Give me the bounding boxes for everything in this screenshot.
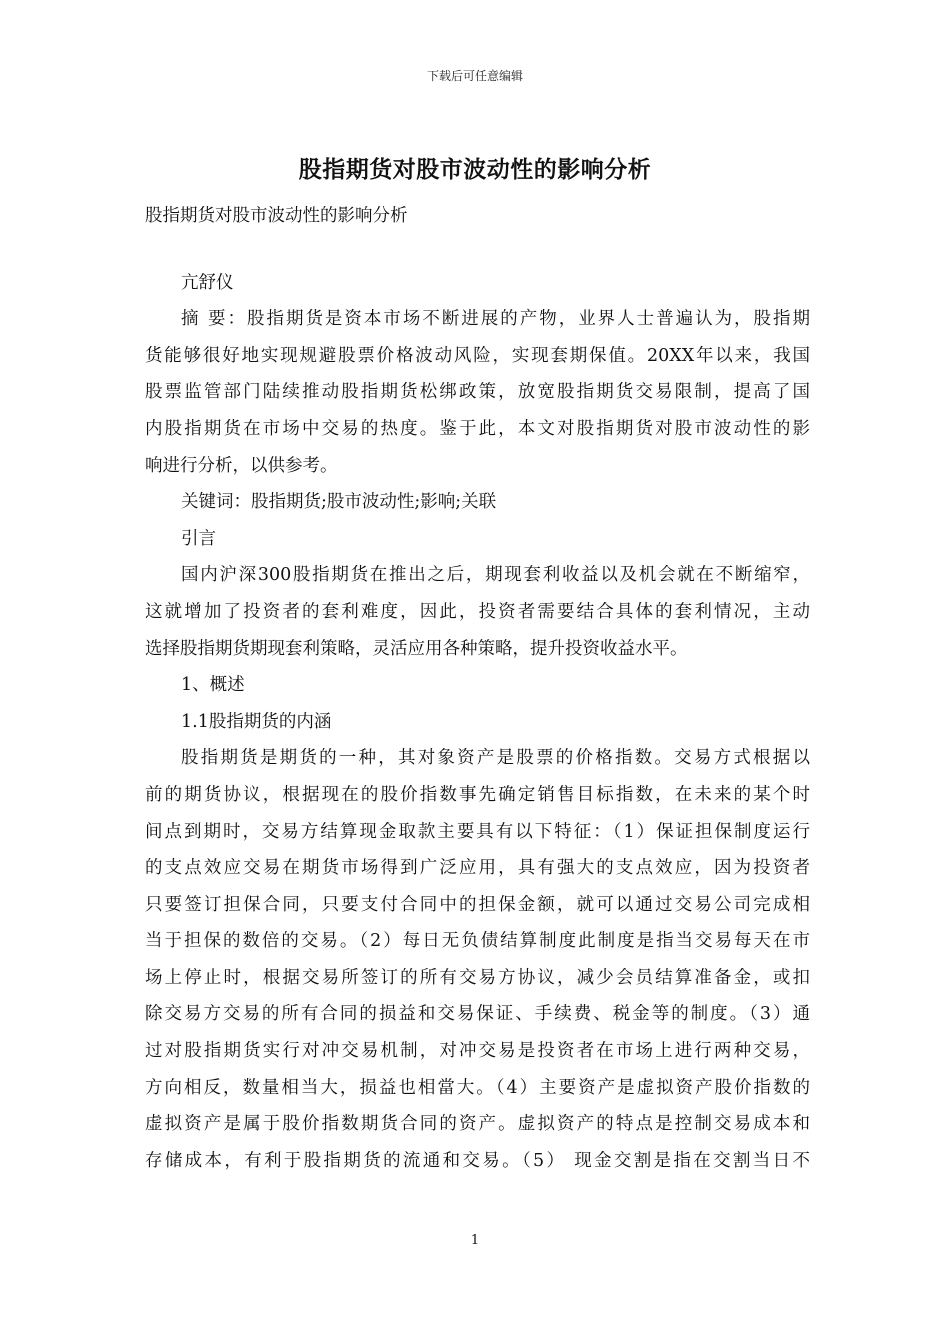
paragraph-line: 国内沪深300股指期货在推出之后，期现套利收益以及机会就在不断缩窄，	[181, 565, 810, 586]
author-name: 亢舒仪	[181, 272, 234, 293]
keywords-line: 关键词：股指期货;股市波动性;影响;关联	[181, 492, 497, 513]
paragraph-line: 这就增加了投资者的套利难度，因此，投资者需要结合具体的套利情况，主动	[145, 601, 810, 622]
paragraph-line: 方向相反，数量相当大，损益也相當大。（4）主要资产是虚拟资产股价指数的	[145, 1077, 810, 1098]
abstract-line: 货能够很好地实现规避股票价格波动风险，实现套期保值。20XX年以来，我国	[145, 345, 810, 366]
subsection-heading: 1.1股指期货的内涵	[181, 711, 332, 732]
paragraph-line: 场上停止时，根据交易所签订的所有交易方协议，减少会员结算准备金，或扣	[145, 967, 810, 988]
paragraph-line: 前的期货协议，根据现在的股价指数事先确定销售目标指数，在未来的某个时	[145, 784, 810, 805]
paragraph-line: 的支点效应交易在期货市场得到广泛应用，具有强大的支点效应，因为投资者	[145, 858, 810, 879]
document-title: 股指期货对股市波动性的影响分析	[298, 156, 652, 183]
paragraph-line: 只要签订担保合同，只要支付合同中的担保金额，就可以通过交易公司完成相	[145, 894, 810, 915]
paragraph-line: 除交易方交易的所有合同的损益和交易保证、手续费、税金等的制度。（3）通	[145, 1004, 810, 1025]
section-heading-intro: 引言	[181, 528, 216, 549]
abstract-line: 股票监管部门陆续推动股指期货松绑政策，放宽股指期货交易限制，提高了国	[145, 382, 810, 403]
paragraph-line: 选择股指期货期现套利策略，灵活应用各种策略，提升投资收益水平。	[145, 638, 688, 659]
paragraph-line: 虚拟资产是属于股价指数期货合同的资产。虚拟资产的特点是控制交易成本和	[145, 1114, 810, 1135]
page-header: 下载后可任意编辑	[426, 69, 523, 83]
spacer	[145, 235, 810, 265]
document-body	[145, 198, 810, 1179]
paragraph-line: 当于担保的数倍的交易。（2）每日无负债结算制度此制度是指当交易每天在市	[145, 931, 810, 952]
page-number: 1	[470, 1233, 480, 1248]
subtitle: 股指期货对股市波动性的影响分析	[145, 206, 408, 226]
abstract-line: 摘 要：股指期货是资本市场不断进展的产物，业界人士普遍认为，股指期	[181, 309, 810, 330]
paragraph-line: 间点到期时，交易方结算现金取款主要具有以下特征：（1）保证担保制度运行	[145, 821, 810, 842]
abstract-line: 内股指期货在市场中交易的热度。鉴于此，本文对股指期货对股市波动性的影	[145, 418, 810, 439]
paragraph-line: 存储成本，有利于股指期货的流通和交易。（5） 现金交割是指在交割当日不	[145, 1150, 810, 1171]
paragraph-line: 股指期货是期货的一种，其对象资产是股票的价格指数。交易方式根据以	[181, 748, 810, 769]
abstract-line: 响进行分析，以供参考。	[145, 455, 338, 476]
section-heading-overview: 1、概述	[181, 675, 245, 696]
paragraph-line: 过对股指期货实行对冲交易机制，对冲交易是投资者在市场上进行两种交易，	[145, 1041, 810, 1062]
